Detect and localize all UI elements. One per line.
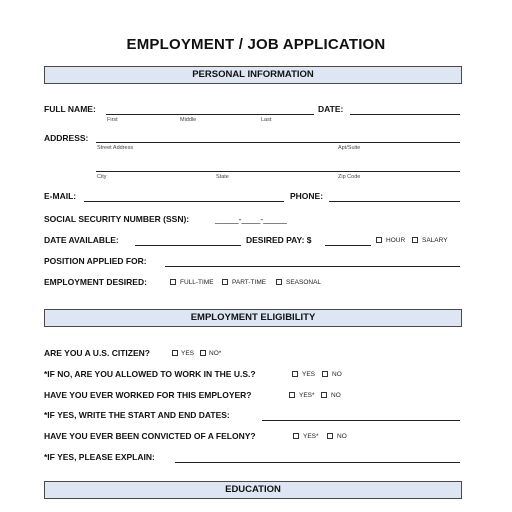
part-time-checkbox[interactable] [222, 279, 228, 285]
seasonal-checkbox[interactable] [276, 279, 282, 285]
phone-field[interactable] [329, 201, 460, 202]
citizen-yes-label: YES [181, 350, 195, 357]
citizen-question: ARE YOU A U.S. CITIZEN? [44, 348, 150, 358]
felony-yes-checkbox[interactable] [293, 433, 299, 439]
work-authorization-question: *IF NO, ARE YOU ALLOWED TO WORK IN THE U.S.? [44, 369, 256, 379]
first-name-caption: First [107, 117, 118, 123]
date-available-label: DATE AVAILABLE: [44, 235, 119, 245]
worked-here-question: HAVE YOU EVER WORKED FOR THIS EMPLOYER? [44, 390, 252, 400]
citizen-yes-checkbox[interactable] [172, 350, 178, 356]
worked-here-yes-label: YES* [299, 392, 315, 399]
date-field[interactable] [350, 114, 460, 115]
city-state-zip-field[interactable] [96, 171, 460, 172]
felony-explain-field[interactable] [175, 462, 460, 463]
middle-name-caption: Middle [180, 117, 197, 123]
work-authorization-yes-label: YES [302, 371, 316, 378]
position-label: POSITION APPLIED FOR: [44, 256, 147, 266]
address-label: ADDRESS: [44, 133, 89, 143]
email-label: E-MAIL: [44, 191, 77, 201]
full-name-label: FULL NAME: [44, 104, 96, 114]
desired-pay-field[interactable] [325, 245, 371, 246]
last-name-caption: Last [261, 117, 272, 123]
hour-option-label: HOUR [386, 237, 406, 244]
position-field[interactable] [165, 266, 460, 267]
salary-checkbox[interactable] [412, 237, 418, 243]
full-time-option-label: FULL-TIME [180, 279, 214, 286]
worked-here-no-label: NO [331, 392, 341, 399]
section-header-eligibility: EMPLOYMENT ELIGIBILITY [44, 309, 462, 327]
desired-pay-label: DESIRED PAY: $ [246, 235, 312, 245]
section-header-personal: PERSONAL INFORMATION [44, 66, 462, 84]
zip-caption: Zip Code [338, 174, 361, 180]
form-title: EMPLOYMENT / JOB APPLICATION [126, 36, 386, 53]
date-available-field[interactable] [135, 245, 241, 246]
felony-explain-question: *IF YES, PLEASE EXPLAIN: [44, 452, 155, 462]
work-authorization-no-label: NO [332, 371, 342, 378]
felony-question: HAVE YOU EVER BEEN CONVICTED OF A FELONY? [44, 431, 256, 441]
employment-desired-label: EMPLOYMENT DESIRED: [44, 277, 147, 287]
phone-label: PHONE: [290, 191, 324, 201]
street-address-field[interactable] [96, 142, 460, 143]
citizen-no-checkbox[interactable] [200, 350, 206, 356]
felony-no-checkbox[interactable] [327, 433, 333, 439]
city-caption: City [97, 174, 107, 180]
start-end-dates-field[interactable] [262, 420, 460, 421]
seasonal-option-label: SEASONAL [286, 279, 322, 286]
work-authorization-no-checkbox[interactable] [322, 371, 328, 377]
ssn-field[interactable]: _____-____-_____ [215, 214, 287, 224]
citizen-no-label: NO* [209, 350, 222, 357]
email-field[interactable] [84, 201, 284, 202]
ssn-label: SOCIAL SECURITY NUMBER (SSN): [44, 214, 190, 224]
work-authorization-yes-checkbox[interactable] [292, 371, 298, 377]
date-label: DATE: [318, 104, 344, 114]
hour-checkbox[interactable] [376, 237, 382, 243]
felony-no-label: NO [337, 433, 347, 440]
section-header-education: EDUCATION [44, 481, 462, 499]
felony-yes-label: YES* [303, 433, 319, 440]
worked-here-no-checkbox[interactable] [321, 392, 327, 398]
full-time-checkbox[interactable] [170, 279, 176, 285]
salary-option-label: SALARY [422, 237, 448, 244]
start-end-dates-question: *IF YES, WRITE THE START AND END DATES: [44, 410, 230, 420]
apt-suite-caption: Apt/Suite [338, 145, 361, 151]
part-time-option-label: PART-TIME [232, 279, 267, 286]
street-address-caption: Street Address [97, 145, 134, 151]
state-caption: State [216, 174, 229, 180]
full-name-field[interactable] [106, 114, 314, 115]
worked-here-yes-checkbox[interactable] [289, 392, 295, 398]
